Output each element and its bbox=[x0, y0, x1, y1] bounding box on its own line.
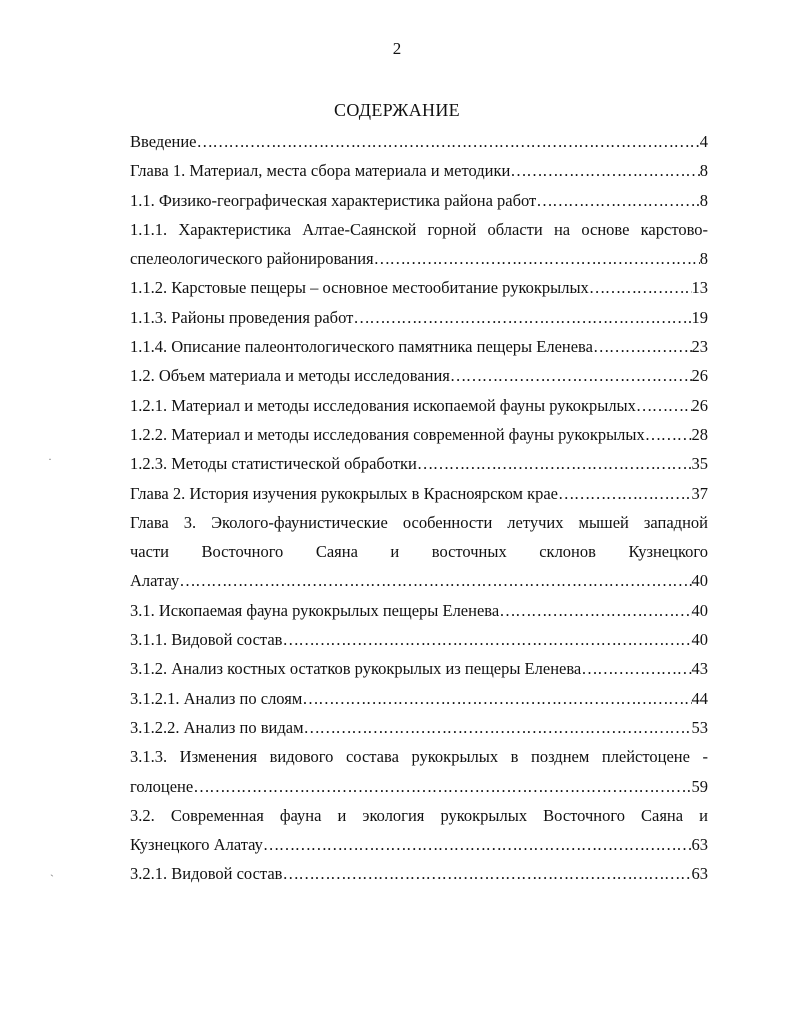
leader-dots bbox=[558, 479, 691, 508]
toc-entry[interactable] bbox=[130, 303, 708, 332]
leader-dots bbox=[581, 654, 691, 683]
leader-dots bbox=[193, 772, 691, 801]
page-number: 2 bbox=[392, 39, 402, 58]
toc-entry[interactable] bbox=[130, 449, 708, 478]
toc-entry-page: 40 bbox=[691, 571, 708, 591]
toc-entry[interactable] bbox=[130, 127, 708, 156]
toc-entry[interactable] bbox=[130, 244, 708, 273]
toc-entry-page: 63 bbox=[691, 864, 708, 884]
toc-entry[interactable] bbox=[130, 361, 708, 390]
leader-dots bbox=[636, 391, 692, 420]
toc-entry-title: 1.1.1. Характеристика Алтае-Саянской горной области на основе карстово- bbox=[130, 219, 708, 239]
toc-entry[interactable] bbox=[130, 596, 708, 625]
toc-entry-line[interactable] bbox=[130, 537, 708, 566]
toc-entry-page: 63 bbox=[691, 835, 708, 855]
toc-entry-page: 53 bbox=[691, 717, 708, 737]
toc-entry-page: 44 bbox=[691, 688, 708, 708]
toc-entry-title: Глава 2. История изучения рукокрылых в Красноярском крае bbox=[130, 483, 559, 503]
toc-entry[interactable] bbox=[130, 332, 708, 361]
toc-entry-page: 59 bbox=[691, 776, 708, 796]
leader-dots bbox=[353, 303, 691, 332]
toc-entry-page: 8 bbox=[699, 249, 708, 269]
toc-entry[interactable] bbox=[130, 273, 708, 302]
toc-entry-title: 3.1.2.2. Анализ по видам bbox=[130, 717, 304, 737]
toc-entry-title: 3.2.1. Видовой состав bbox=[130, 864, 283, 884]
toc-entry-title: 1.2.1. Материал и методы исследования ископаемой фауны рукокрылых bbox=[130, 395, 636, 415]
toc-entry-page: 26 bbox=[691, 366, 708, 386]
toc-entry-title: 1.2.3. Методы статистической обработки bbox=[130, 454, 417, 474]
toc-entry-page: 40 bbox=[691, 600, 708, 620]
leader-dots bbox=[282, 625, 691, 654]
toc-entry-page: 13 bbox=[691, 278, 708, 298]
toc-entry-page: 43 bbox=[691, 659, 708, 679]
toc-entry-title: 3.1.2.1. Анализ по слоям bbox=[130, 688, 303, 708]
toc-entry-title: 3.1. Ископаемая фауна рукокрылых пещеры Еленева bbox=[130, 600, 500, 620]
toc-entry-page: 28 bbox=[691, 424, 708, 444]
toc-entry-title: 1.2. Объем материала и методы исследования bbox=[130, 366, 450, 386]
toc-entry-title-continued: спелеологического районирования bbox=[130, 249, 374, 269]
leader-dots bbox=[499, 596, 691, 625]
toc-entry-page: 40 bbox=[691, 630, 708, 650]
leader-dots bbox=[417, 449, 692, 478]
toc-entry-title: 1.1.3. Районы проведения работ bbox=[130, 307, 354, 327]
leader-dots bbox=[450, 361, 692, 390]
toc-entry[interactable] bbox=[130, 654, 708, 683]
toc-entry-title: 1.1.4. Описание палеонтологического памятника пещеры Еленева bbox=[130, 337, 593, 357]
toc-entry-page: 19 bbox=[691, 307, 708, 327]
toc-entry-title: 3.2. Современная фауна и экология рукокрылых Восточного Саяна и bbox=[130, 805, 708, 825]
toc-entry-title-continued: Алатау bbox=[130, 571, 180, 591]
toc-entry-line[interactable] bbox=[130, 742, 708, 771]
toc-entry-title: Глава 1. Материал, места сбора материала и методики bbox=[130, 161, 511, 181]
toc-entry-title: 3.1.1. Видовой состав bbox=[130, 630, 283, 650]
toc-entry-line[interactable] bbox=[130, 215, 708, 244]
leader-dots bbox=[304, 713, 692, 742]
toc-entry-line[interactable] bbox=[130, 508, 708, 537]
table-of-contents bbox=[130, 127, 708, 889]
toc-entry[interactable] bbox=[130, 479, 708, 508]
toc-entry-title: 1.1.2. Карстовые пещеры – основное местообитание рукокрылых bbox=[130, 278, 589, 298]
leader-dots bbox=[282, 859, 691, 888]
leader-dots bbox=[593, 332, 692, 361]
leader-dots bbox=[263, 830, 692, 859]
toc-entry-line[interactable] bbox=[130, 801, 708, 830]
toc-entry[interactable] bbox=[130, 420, 708, 449]
leader-dots bbox=[302, 684, 691, 713]
leader-dots bbox=[510, 156, 699, 185]
toc-entry-page: 37 bbox=[691, 483, 708, 503]
toc-entry-title: 1.1. Физико-географическая характеристика района работ bbox=[130, 190, 537, 210]
toc-entry[interactable] bbox=[130, 772, 708, 801]
leader-dots bbox=[374, 244, 700, 273]
toc-entry-page: 8 bbox=[699, 190, 708, 210]
page-title: СОДЕРЖАНИЕ bbox=[334, 100, 460, 120]
toc-entry[interactable] bbox=[130, 859, 708, 888]
toc-entry-title: 1.2.2. Материал и методы исследования современной фауны рукокрылых bbox=[130, 424, 645, 444]
toc-entry[interactable] bbox=[130, 391, 708, 420]
leader-dots bbox=[645, 420, 692, 449]
toc-entry-title: 3.1.3. Изменения видового состава рукокрылых в позднем плейстоцене - bbox=[130, 747, 708, 767]
scan-speck: · bbox=[48, 452, 52, 466]
toc-entry-title: Введение bbox=[130, 132, 197, 151]
toc-entry[interactable] bbox=[130, 186, 708, 215]
toc-entry-page: 4 bbox=[699, 132, 708, 151]
toc-entry-title-continued: голоцене bbox=[130, 776, 194, 796]
toc-entry-title: 3.1.2. Анализ костных остатков рукокрылых из пещеры Еленева bbox=[130, 659, 582, 679]
leader-dots bbox=[197, 127, 700, 156]
leader-dots bbox=[589, 273, 692, 302]
toc-entry-page: 26 bbox=[691, 395, 708, 415]
toc-entry-page: 35 bbox=[691, 454, 708, 474]
toc-entry[interactable] bbox=[130, 830, 708, 859]
toc-entry[interactable] bbox=[130, 713, 708, 742]
toc-entry-title: Глава 3. Эколого-фаунистические особенности летучих мышей западной bbox=[130, 512, 708, 532]
toc-entry[interactable] bbox=[130, 566, 708, 595]
toc-entry-page: 8 bbox=[699, 161, 708, 181]
toc-entry[interactable] bbox=[130, 156, 708, 185]
scan-speck: ` bbox=[50, 872, 54, 886]
toc-entry[interactable] bbox=[130, 684, 708, 713]
toc-entry[interactable] bbox=[130, 625, 708, 654]
leader-dots bbox=[179, 566, 691, 595]
leader-dots bbox=[536, 186, 700, 215]
toc-entry-title-continued: части Восточного Саяна и восточных склонов Кузнецкого bbox=[130, 542, 708, 562]
toc-entry-page: 23 bbox=[691, 337, 708, 357]
toc-entry-title-continued: Кузнецкого Алатау bbox=[130, 835, 263, 855]
